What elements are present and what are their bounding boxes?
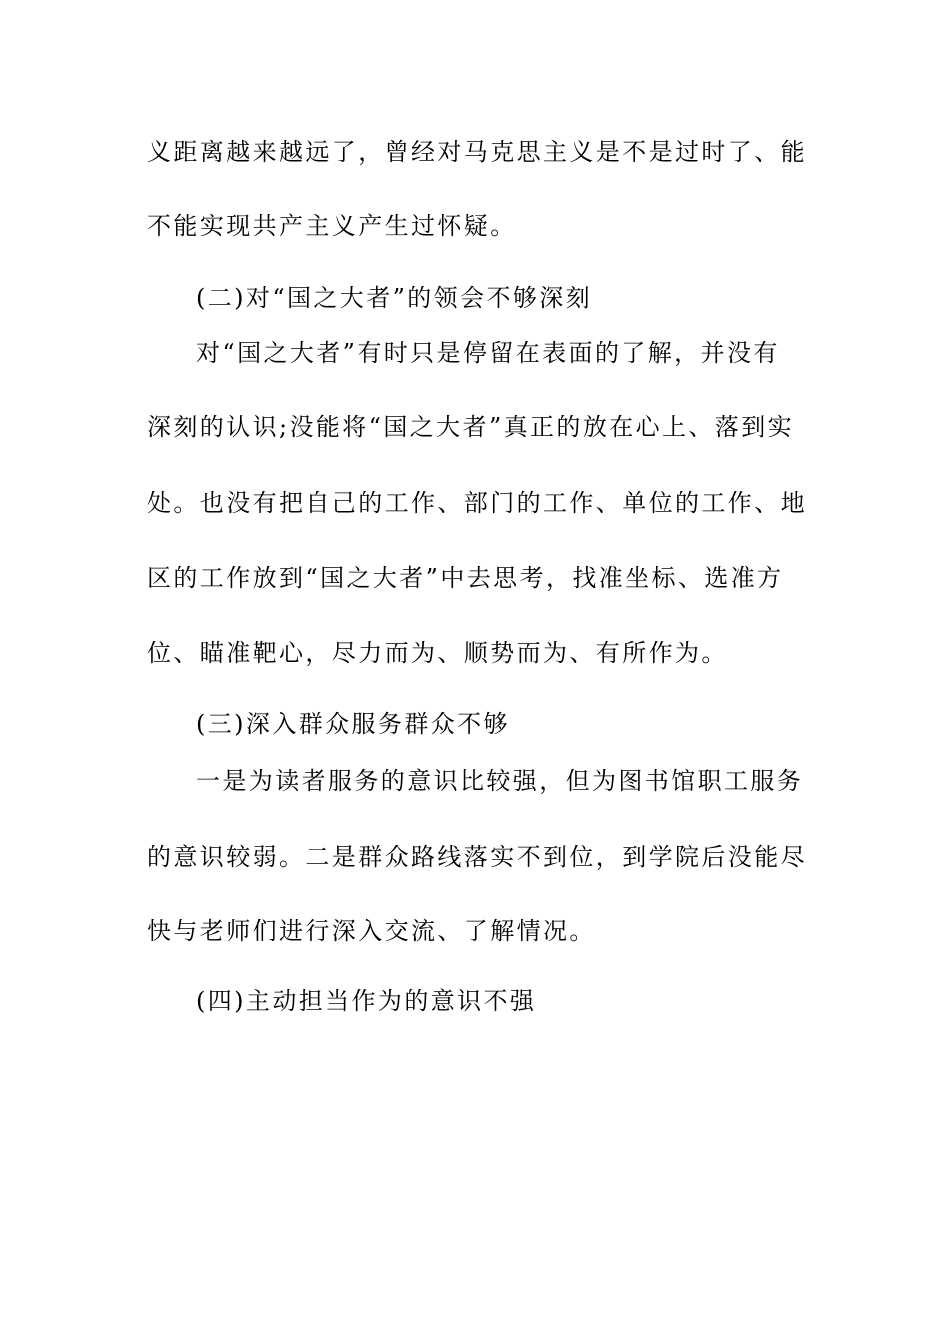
section-heading-4: (四)主动担当作为的意识不强	[196, 987, 537, 1015]
body-text-line: 区的工作放到“国之大者”中去思考，找准坐标、选准方	[147, 564, 784, 592]
body-text-line: 深刻的认识;没能将“国之大者”真正的放在心上、落到实	[147, 413, 795, 441]
section-heading-3: (三)深入群众服务群众不够	[196, 710, 510, 738]
body-text-line: 位、瞄准靶心，尽力而为、顺势而为、有所作为。	[147, 639, 728, 667]
body-text-line: 义距离越来越远了，曾经对马克思主义是不是过时了、能	[147, 138, 807, 166]
body-text-line: 的意识较弱。二是群众路线落实不到位，到学院后没能尽	[147, 843, 807, 871]
body-text-line: 一是为读者服务的意识比较强，但为图书馆职工服务	[196, 767, 804, 795]
body-text-line: 处。也没有把自己的工作、部门的工作、单位的工作、地	[147, 489, 807, 517]
body-text-line: 对“国之大者”有时只是停留在表面的了解，并没有	[196, 339, 780, 367]
section-heading-2: (二)对“国之大者”的领会不够深刻	[196, 284, 593, 312]
body-text-line: 不能实现共产主义产生过怀疑。	[147, 212, 517, 240]
body-text-line: 快与老师们进行深入交流、了解情况。	[147, 917, 596, 945]
